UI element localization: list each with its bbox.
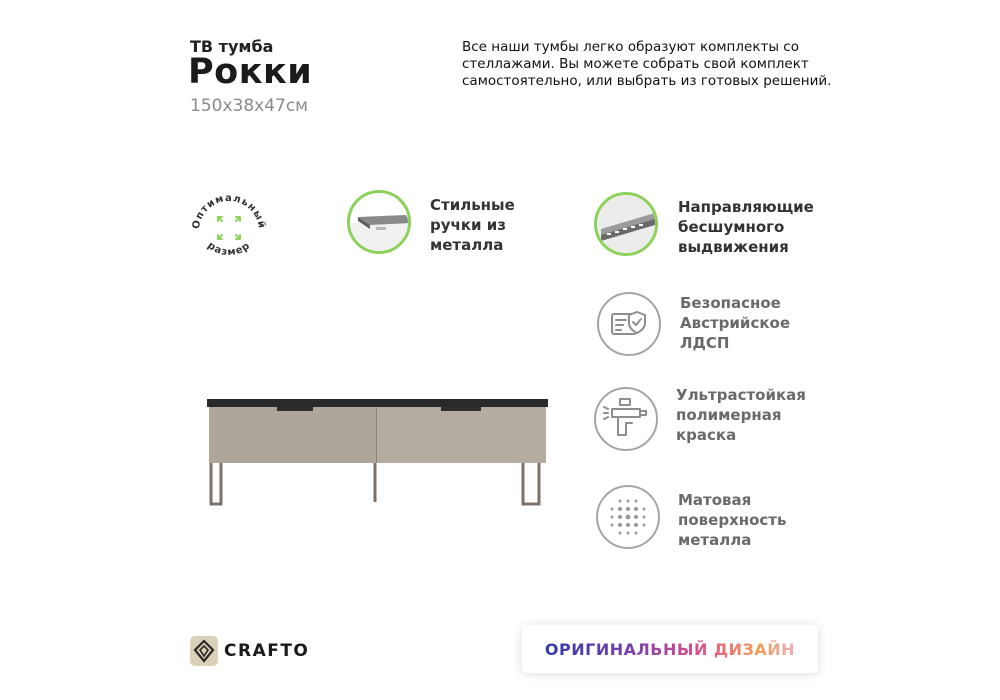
product-description: Все наши тумбы легко образуют комплекты со стеллажами. Вы можете собрать свой комплект самостоятельно, или выбрать из готовых решений. <box>462 39 832 89</box>
original-design-badge <box>522 625 818 673</box>
feature-label-line: Стильные <box>430 196 515 214</box>
feature-label-line: полимерная <box>676 406 782 424</box>
optimal-size-badge <box>185 183 273 271</box>
feature-label-line: поверхность <box>678 511 787 529</box>
product-subtitle: ТВ тумба <box>190 37 274 56</box>
svg-text:размер <box>205 240 252 258</box>
product-title: Рокки <box>188 52 313 92</box>
optimal-size-text-line2: размер <box>205 240 253 259</box>
feature-label-line: ЛДСП <box>680 334 730 352</box>
spray-gun-icon <box>594 387 658 451</box>
resize-arrows-icon <box>218 217 240 239</box>
feature-label-line: Направляющие <box>678 198 814 216</box>
feature-label-line: Безопасное <box>680 294 781 312</box>
feature-label-line: Ультрастойкая <box>676 386 806 404</box>
feature-label-line: Матовая <box>678 491 752 509</box>
feature-rails-label <box>678 197 814 257</box>
product-dimensions: 150х38х47см <box>190 96 309 116</box>
optimal-size-text-line1: Оптимальный <box>190 192 268 230</box>
tv-cabinet-drawing <box>205 394 550 509</box>
safe-board-icon <box>597 292 661 356</box>
feature-label-line: металла <box>430 236 504 254</box>
drawer-rail-icon <box>594 192 658 256</box>
original-design-text: ОРИГИНАЛЬНЫЙ ДИЗАЙН <box>544 639 796 659</box>
feature-handles-label <box>430 195 515 255</box>
feature-label-line: металла <box>678 531 752 549</box>
feature-label-line: бесшумного <box>678 218 785 236</box>
tv-cabinet-image <box>205 394 550 509</box>
feature-board-label <box>680 293 790 353</box>
feature-matte-label <box>678 490 787 550</box>
metal-handle-icon <box>347 190 411 254</box>
feature-label-line: выдвижения <box>678 238 789 256</box>
feature-label-line: ручки из <box>430 216 506 234</box>
matte-dots-icon <box>596 485 660 549</box>
optimal-size-badge-graphic <box>185 183 273 271</box>
brand-name: CRAFTO <box>224 641 310 661</box>
feature-label-line: Австрийское <box>680 314 790 332</box>
feature-label-line: краска <box>676 426 737 444</box>
crafto-logo-icon <box>190 636 218 666</box>
svg-text:Оптимальный <box>191 193 267 230</box>
feature-paint-label <box>676 385 806 445</box>
